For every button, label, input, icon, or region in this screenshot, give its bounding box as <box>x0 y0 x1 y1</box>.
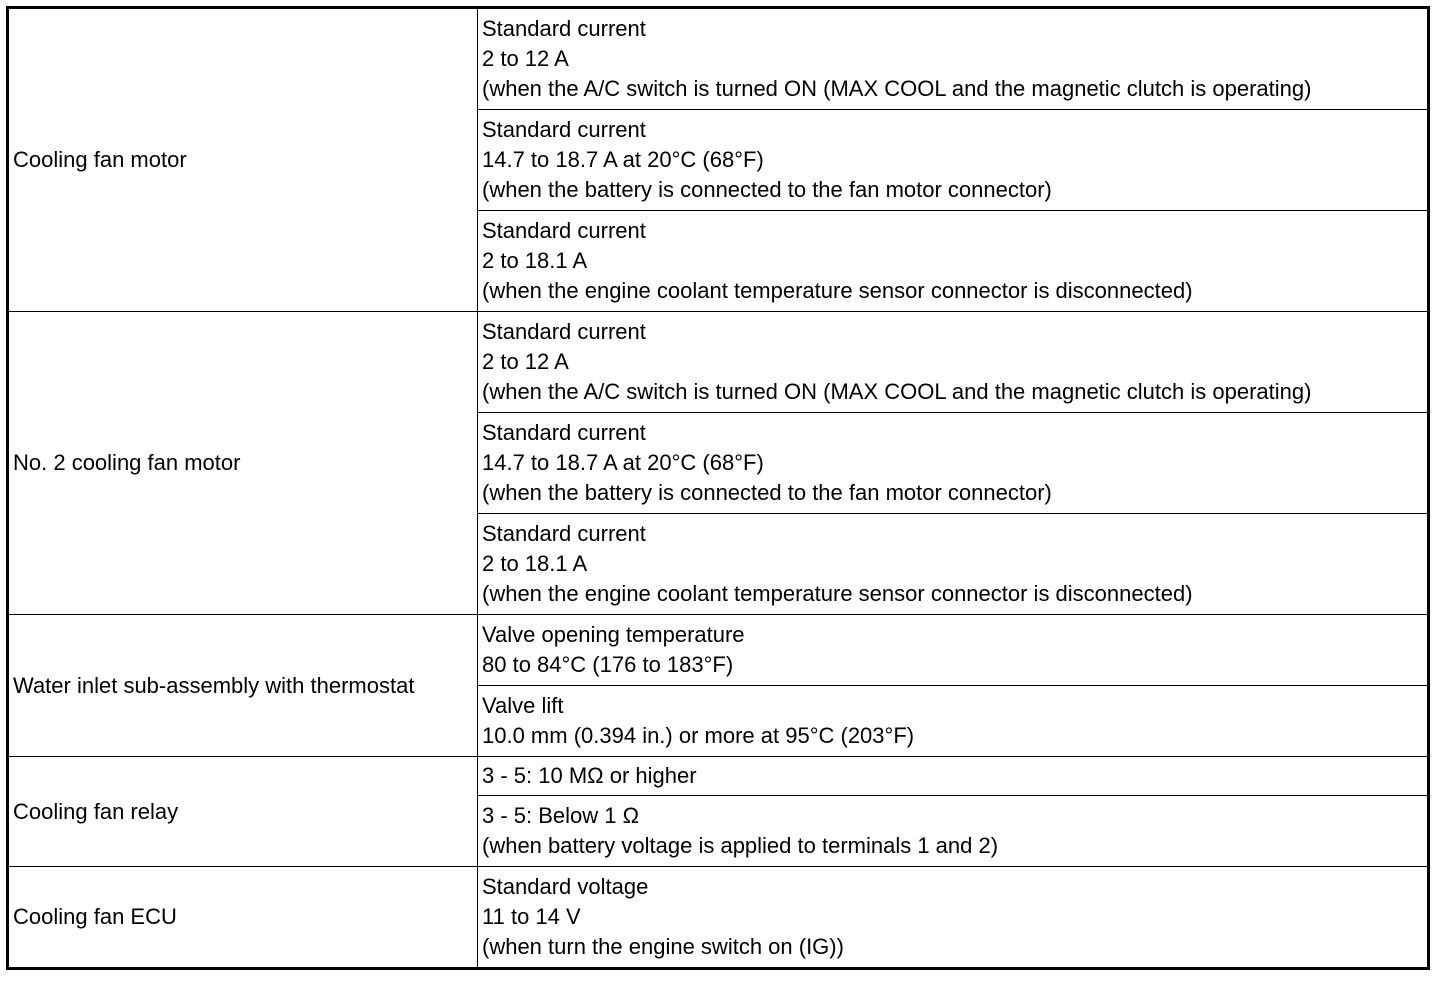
spec-cell <box>478 796 1429 867</box>
spec-cell <box>478 8 1429 110</box>
component-cell: No. 2 cooling fan motor <box>8 312 478 615</box>
table-row <box>8 312 1429 413</box>
spec-cell <box>478 413 1429 514</box>
spec-line: 2 to 12 A <box>482 46 569 71</box>
table-row <box>8 615 1429 686</box>
spec-line: (when battery voltage is applied to terminals 1 and 2) <box>482 833 999 858</box>
spec-line: Standard current <box>482 218 646 243</box>
spec-line: (when the engine coolant temperature sensor connector is disconnected) <box>482 581 1193 606</box>
spec-line: (when the A/C switch is turned ON (MAX COOL and the magnetic clutch is operating) <box>482 379 1312 404</box>
spec-line: (when the battery is connected to the fan motor connector) <box>482 177 1052 202</box>
spec-cell <box>478 615 1429 686</box>
spec-line: Standard voltage <box>482 874 649 899</box>
spec-cell <box>478 514 1429 615</box>
spec-line: 3 - 5: Below 1 Ω <box>482 803 640 828</box>
component-cell: Cooling fan motor <box>8 8 478 312</box>
spec-line: 80 to 84°C (176 to 183°F) <box>482 652 734 677</box>
spec-line: 3 - 5: 10 MΩ or higher <box>482 763 697 788</box>
spec-cell <box>478 110 1429 211</box>
spec-cell <box>478 312 1429 413</box>
component-cell: Cooling fan ECU <box>8 867 478 969</box>
component-cell: Water inlet sub-assembly with thermostat <box>8 615 478 757</box>
spec-line: 2 to 12 A <box>482 349 569 374</box>
spec-line: (when the battery is connected to the fan motor connector) <box>482 480 1052 505</box>
spec-line: 11 to 14 V <box>482 904 581 929</box>
table-row <box>8 8 1429 110</box>
spec-cell <box>478 211 1429 312</box>
spec-line: 10.0 mm (0.394 in.) or more at 95°C (203°F) <box>482 723 915 748</box>
spec-line: Valve opening temperature <box>482 622 745 647</box>
spec-line: 14.7 to 18.7 A at 20°C (68°F) <box>482 147 764 172</box>
spec-line: (when turn the engine switch on (IG)) <box>482 934 844 959</box>
spec-line: 2 to 18.1 A <box>482 551 588 576</box>
spec-line: 14.7 to 18.7 A at 20°C (68°F) <box>482 450 764 475</box>
spec-line: (when the A/C switch is turned ON (MAX COOL and the magnetic clutch is operating) <box>482 76 1312 101</box>
spec-line: Valve lift <box>482 693 564 718</box>
spec-line: Standard current <box>482 420 646 445</box>
spec-cell <box>478 757 1429 796</box>
spec-cell <box>478 867 1429 969</box>
table-row <box>8 757 1429 796</box>
table-row <box>8 867 1429 969</box>
spec-line: Standard current <box>482 16 646 41</box>
specification-table <box>6 6 1430 970</box>
spec-cell <box>478 686 1429 757</box>
spec-line: Standard current <box>482 521 646 546</box>
spec-line: Standard current <box>482 319 646 344</box>
spec-line: 2 to 18.1 A <box>482 248 588 273</box>
spec-line: (when the engine coolant temperature sensor connector is disconnected) <box>482 278 1193 303</box>
spec-line: Standard current <box>482 117 646 142</box>
component-cell: Cooling fan relay <box>8 757 478 867</box>
